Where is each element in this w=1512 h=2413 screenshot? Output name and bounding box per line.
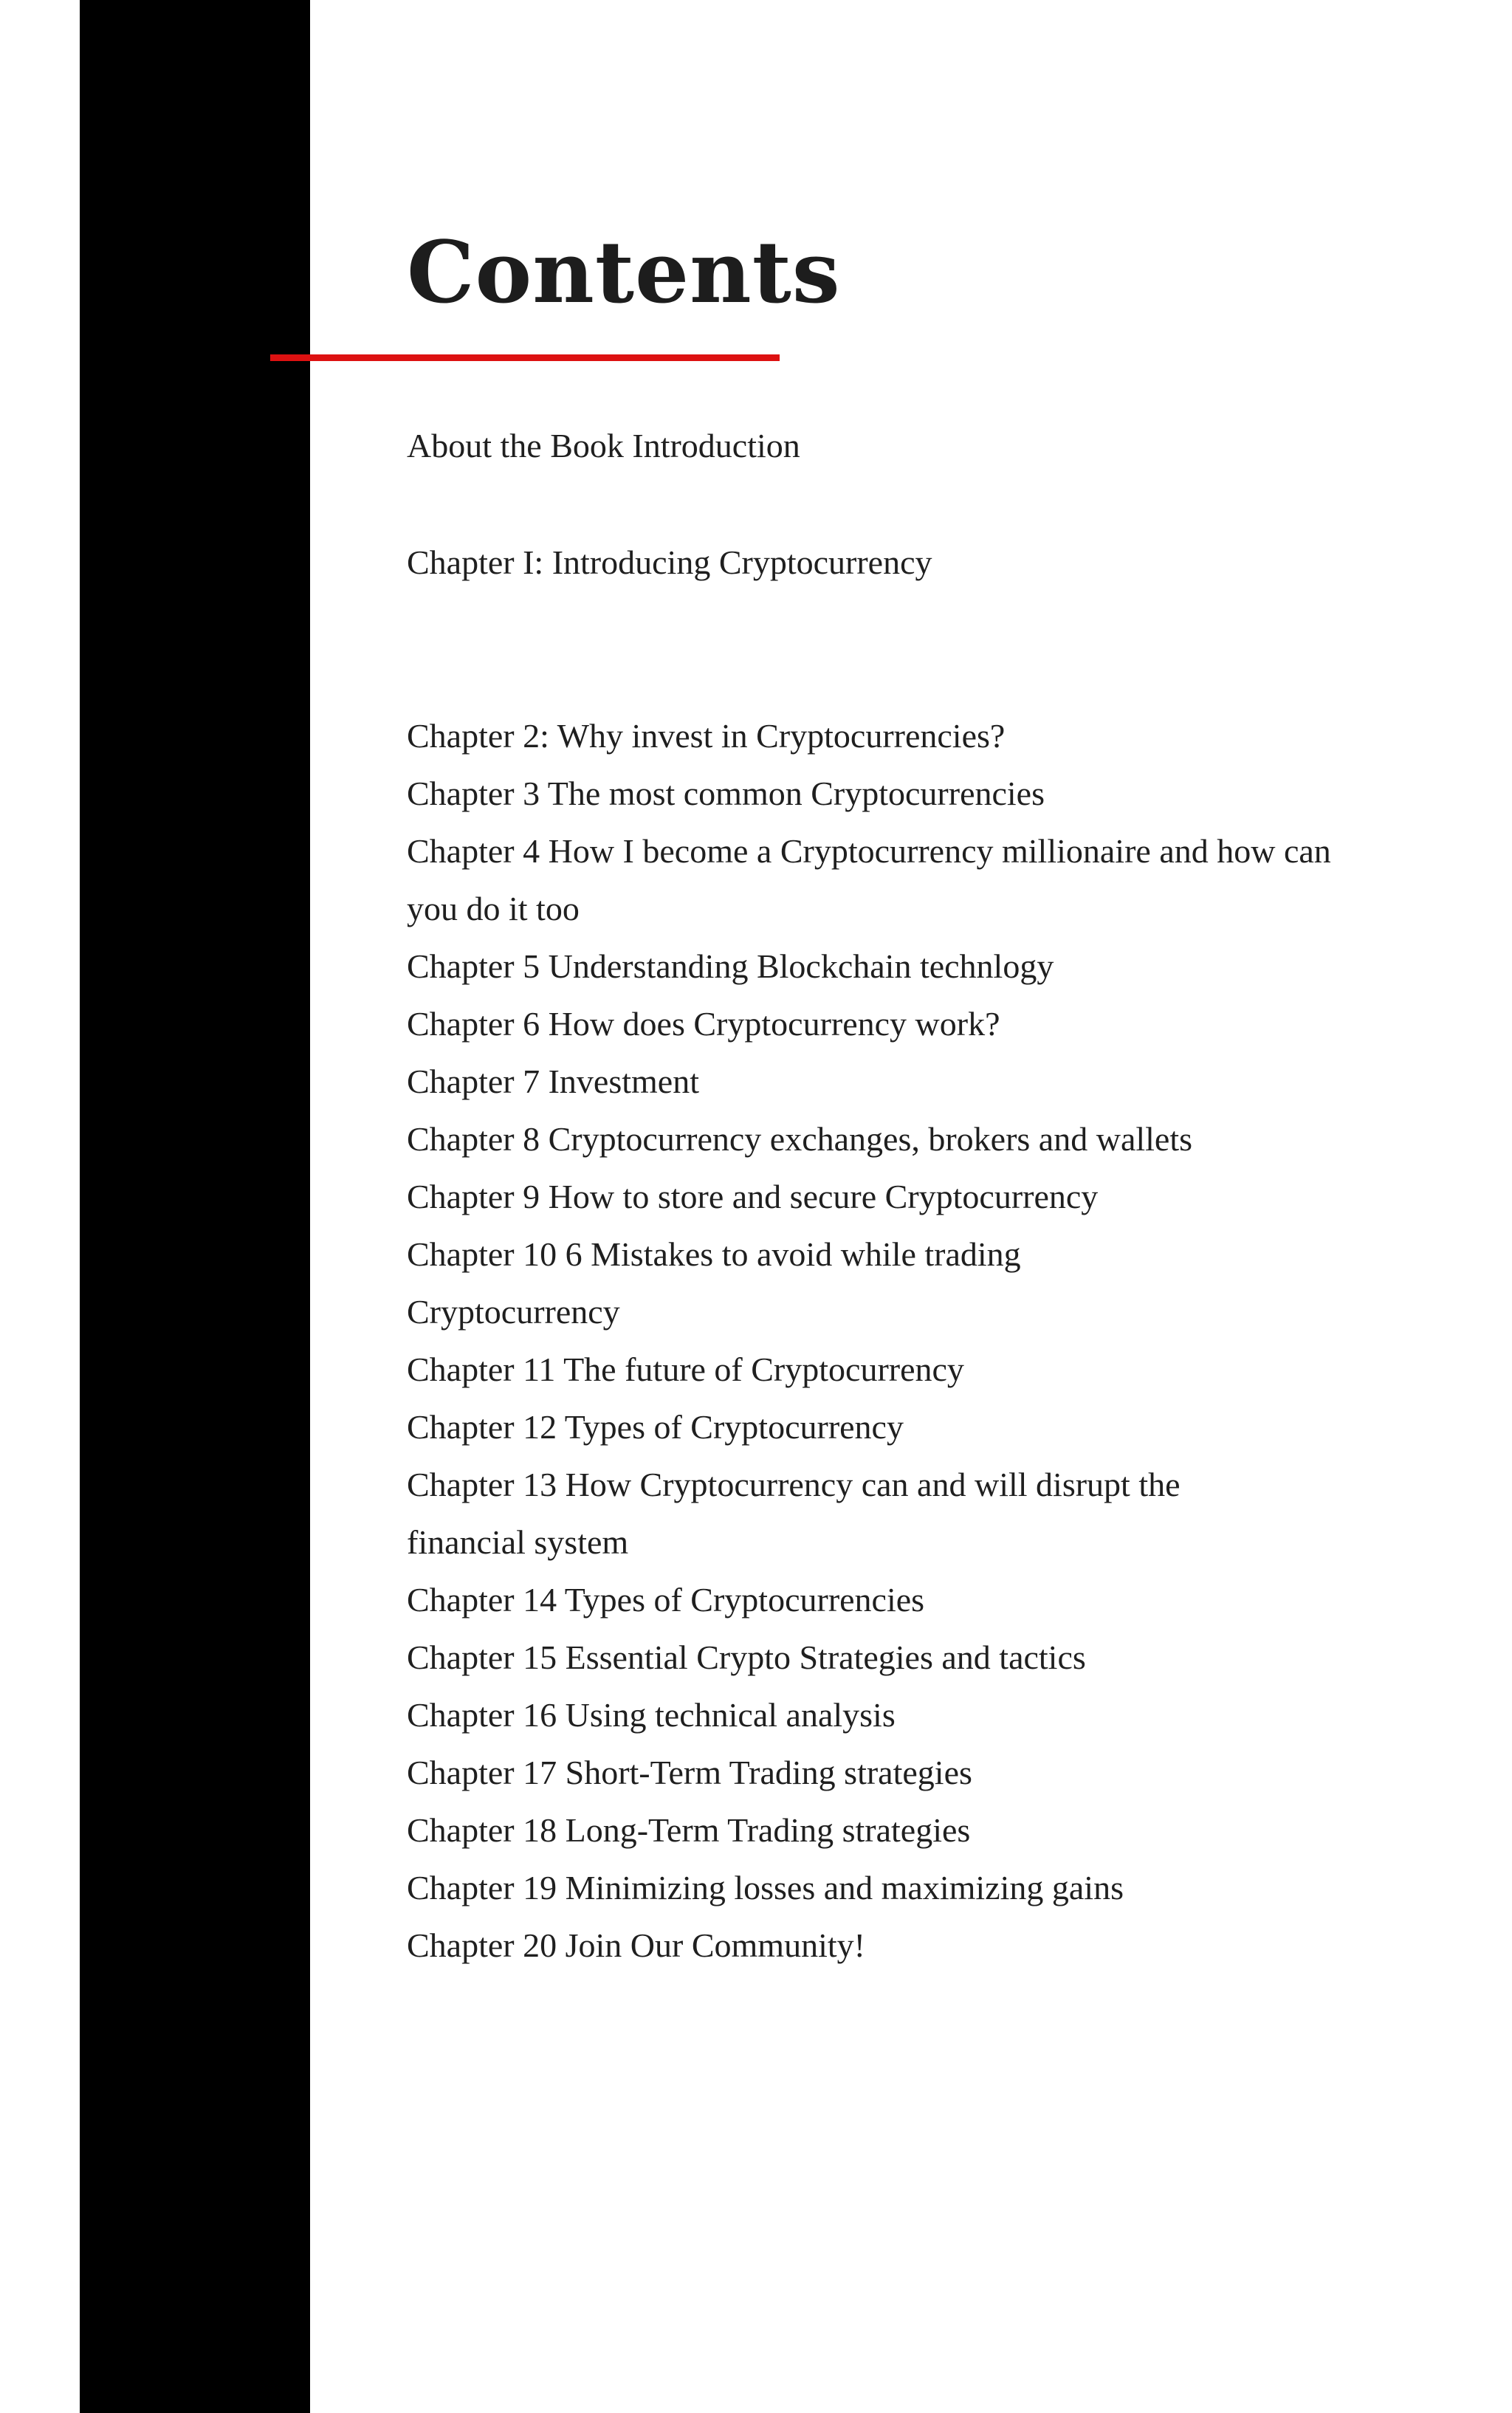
toc-entry-chapter-7: Chapter 7 Investment: [407, 1063, 700, 1100]
toc-entry-chapter-6: Chapter 6 How does Cryptocurrency work?: [407, 1005, 1000, 1043]
toc-entry-chapter-10: Chapter 10 6 Mistakes to avoid while trading Cryptocurrency: [407, 1235, 1021, 1331]
toc-entry-chapter-12: Chapter 12 Types of Cryptocurrency: [407, 1408, 904, 1446]
toc-entry-chapter-14: Chapter 14 Types of Cryptocurrencies: [407, 1581, 925, 1619]
left-black-sidebar: [80, 0, 310, 2413]
toc-entry-chapter-17: Chapter 17 Short-Term Trading strategies: [407, 1754, 972, 1791]
toc-entry-chapter-18: Chapter 18 Long-Term Trading strategies: [407, 1811, 971, 1849]
toc-entry-chapter-4: Chapter 4 How I become a Cryptocurrency millionaire and how can you do it too: [407, 832, 1331, 927]
toc-entry-chapter-20: Chapter 20 Join Our Community!: [407, 1926, 865, 1964]
toc-entry-chapter-19: Chapter 19 Minimizing losses and maximizing gains: [407, 1869, 1124, 1906]
toc-entry-chapter-1: Chapter I: Introducing Cryptocurrency: [407, 543, 932, 581]
toc-entry-chapter-5: Chapter 5 Understanding Blockchain technlogy: [407, 947, 1054, 985]
toc-entry-chapter-13: Chapter 13 How Cryptocurrency can and will disrupt the financial system: [407, 1466, 1181, 1561]
toc-entry-about: About the Book Introduction: [407, 427, 800, 464]
toc-entry-chapter-3: Chapter 3 The most common Cryptocurrencies: [407, 775, 1045, 812]
toc-entry-chapter-9: Chapter 9 How to store and secure Cryptocurrency: [407, 1178, 1099, 1215]
toc-entry-chapter-8: Chapter 8 Cryptocurrency exchanges, brokers and wallets: [407, 1120, 1193, 1158]
toc-entry-chapter-15: Chapter 15 Essential Crypto Strategies and tactics: [407, 1638, 1086, 1676]
title-underline-rule: [270, 354, 780, 361]
toc-entry-chapter-16: Chapter 16 Using technical analysis: [407, 1696, 896, 1734]
toc-entry-chapter-2: Chapter 2: Why invest in Cryptocurrencies?: [407, 717, 1006, 755]
page-title: Contents: [407, 223, 841, 323]
toc-entry-chapter-11: Chapter 11 The future of Cryptocurrency: [407, 1350, 964, 1388]
